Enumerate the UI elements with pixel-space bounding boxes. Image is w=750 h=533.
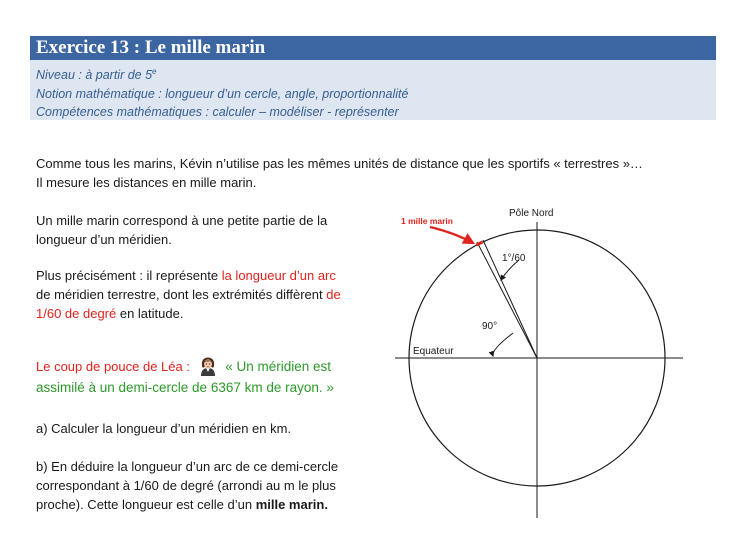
question-a: a) Calculer la longueur d’un méridien en km. <box>36 421 292 436</box>
small-angle-label: 1°/60 <box>502 253 526 264</box>
right-angle-arc <box>493 333 513 356</box>
meridian-diagram <box>395 200 690 520</box>
exercise-meta <box>30 60 716 120</box>
definition-line-1: Un mille marin correspond à une petite partie de la <box>36 213 328 228</box>
precision-line-3: 1/60 de degré en latitude. <box>36 306 184 321</box>
definition-line-2: longueur d’un méridien. <box>36 232 172 247</box>
hint-quote-2: assimilé à un demi-cercle de 6367 km de rayon. » <box>36 380 334 395</box>
right-angle-label: 90° <box>482 321 498 332</box>
level-line: Niveau : à partir de 5e <box>36 67 157 83</box>
intro-line-1: Comme tous les marins, Kévin n’utilise pas les mêmes unités de distance que les sportifs « terrestres »… <box>36 156 643 171</box>
question-b-line-1: b) En déduire la longueur d’un arc de ce demi-cercle <box>36 459 339 474</box>
skills-line: Compétences mathématiques : calculer – modéliser - représenter <box>36 105 399 120</box>
question-b-line-2: correspondant à 1/60 de degré (arrondi au m le plus <box>36 478 336 493</box>
pole-nord-label: Pôle Nord <box>509 208 554 219</box>
exercise-title: Exercice 13 : Le mille marin <box>30 36 716 60</box>
question-b-line-3: proche). Cette longueur est celle d’un mille marin. <box>36 497 328 512</box>
mille-marin-label: 1 mille marin <box>401 216 453 226</box>
intro-line-2: Il mesure les distances en mille marin. <box>36 175 257 190</box>
hint-label: Le coup de pouce de Léa : <box>36 359 190 374</box>
precision-line-2: de méridien terrestre, dont les extrémités diffèrent de <box>36 287 341 302</box>
precision-line-1: Plus précisément : il représente la longueur d’un arc <box>36 268 336 283</box>
equator-label: Equateur <box>413 346 454 357</box>
hint-quote-1: « Un méridien est <box>225 359 332 374</box>
mille-pointer-arrow <box>430 227 473 243</box>
notion-line: Notion mathématique : longueur d’un cercle, angle, proportionnalité <box>36 86 409 101</box>
